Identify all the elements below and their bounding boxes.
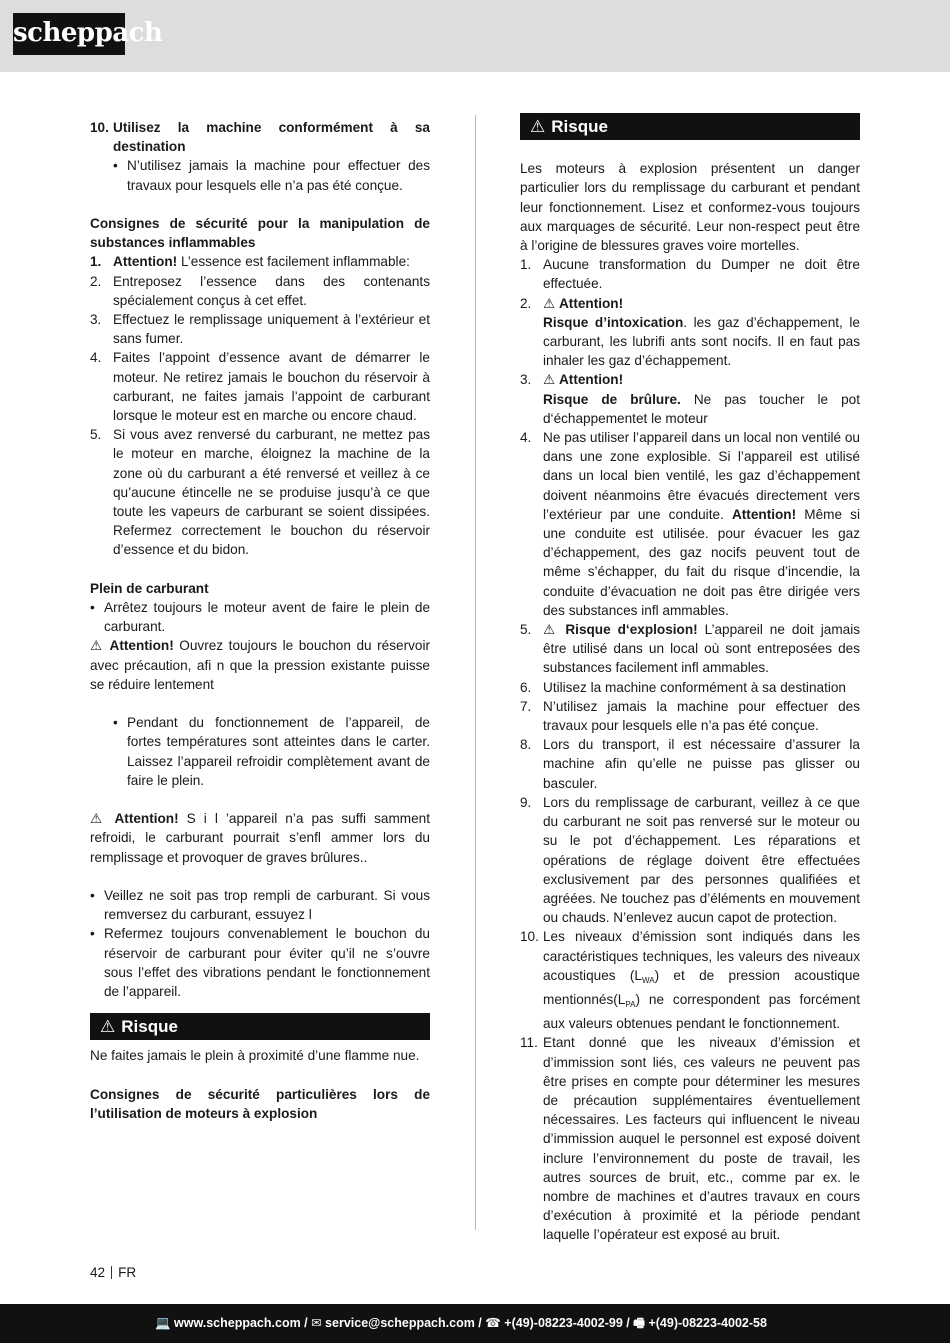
right-column [520,113,860,1245]
intro-paragraph: Les moteurs à explosion présentent un danger particulier lors du remplissage du carburant et pendant leur fonctionnement. Lisez et conformez-vous toujours aux marquages de sécurité. Leur non-respect peut être à l’origine de blessures graves voire mortelles. [520,161,860,253]
bullet-item: • Pendant du fonctionnement de l’appareil, de fortes températures sont atteintes dans le carter. Laissez l’appareil refroidir complètement avant de faire le plein. [113,715,430,788]
list-item: 5. Si vous avez renversé du carburant, ne mettez pas le moteur en marche, éloignez la machine de la zone où du carburant a été renversé et veillez à ce qu’aucune étincelle ne se produise jusqu’à ce que toute les vapeurs de carburant se soient dissipées. Refermez correctement le bouchon du réservoir d’essence et du bidon. [90,427,430,558]
warning-paragraph: ⚠ Attention! Ouvrez toujours le bouchon du réservoir avec précaution, afi n que la pression existante puisse se réduire lentement [90,638,431,692]
bullet-item: • N’utilisez jamais la machine pour effectuer des travaux pour lesquels elle n’a pas été conçue. [113,158,430,193]
warning-icon: ⚠ [543,622,559,638]
warning-icon: ⚠ [543,372,556,388]
list-item: 11. Etant donné que les niveaux d’émission et d’immission sont liés, ces valeurs ne peuvent pas être prises en compte pour déterminer les mesures de précaution supplémentaires éventuellement nécessaires. Les facteurs qui influencent le niveau d’immission auquel le personnel est exposé doivent inclure l’environnement du poste de travail, les autres sources de bruit, etc., comme par ex. le nombre de machines et d’autres travaux en cours d’exécution à proximité et la période pendant laquelle l’opérateur est exposé au bruit. [520,1035,860,1243]
warning-icon: ⚠ [530,117,546,136]
list-item: 7. N’utilisez jamais la machine pour effectuer des travaux pour lesquels elle n’a pas été conçue. [520,698,860,734]
footer-bar [0,1304,950,1343]
warning-icon: ⚠ [90,811,107,827]
section-heading: Plein de carburant [90,580,209,596]
left-column [90,118,430,1123]
bullet-item: • Veillez ne soit pas trop rempli de carburant. Si vous remversez du carburant, essuyez l [90,888,430,923]
footer-contact: 💻 www.scheppach.com / ✉ service@scheppach.com / ☎ +(49)-08223-4002-99 / 🖷 +(49)-08223-4002-58 [155,1316,767,1330]
list-item: 1. Aucune transformation du Dumper ne doit être effectuée. [520,257,860,292]
list-item: 3. Effectuez le remplissage uniquement à l’extérieur et sans fumer. [90,312,430,347]
brand-logo: scheppach [13,13,125,55]
risk-text: Ne faites jamais le plein à proximité d’une flamme nue. [90,1048,420,1064]
warning-icon: ⚠ [100,1017,116,1037]
warning-paragraph: ⚠ Attention! S i l ’appareil n’a pas suffi samment refroidi, le carburant pourrait s’enfl ammer lors du remplissage et provoquer de graves brûlures.. [90,811,430,865]
warning-icon: ⚠ [90,638,104,654]
list-item: 6. Utilisez la machine conformément à sa destination [520,679,846,695]
list-item: 8. Lors du transport, il est nécessaire d’assurer la machine afin qu’elle ne puisse pas glisser ou basculer. [520,737,860,791]
warning-icon: ⚠ [543,295,556,311]
section-heading: Consignes de sécurité pour la manipulation de substances inflammables [90,216,430,251]
list-item: 1. Attention! L’essence est facilement inflammable: [90,254,410,270]
risk-banner: ⚠ Risque [90,1013,430,1040]
bullet-item: • Arrêtez toujours le moteur avent de faire le plein de carburant. [90,600,430,635]
list-item: 4. Faites l’appoint d’essence avant de démarrer le moteur. Ne retirez jamais le bouchon du réservoir à carburant, ne faites jamais l’appoint de carburant lorsque le moteur est en marche ou encore chaud. [90,350,430,424]
list-item: 10. Utilisez la machine conformément à sa destination [90,118,430,156]
risk-banner: ⚠ Risque [520,113,860,140]
list-item: 2. ⚠ Attention! Risque d’intoxication. les gaz d’échappement, le carburant, les lubrifi ants sont nocifs. Il en faut pas inhaler les gaz d’échappement. [520,295,860,369]
list-item: 2. Entreposez l’essence dans des contenants spécialement conçus à cet effet. [90,273,430,308]
column-divider [475,115,476,1230]
page-number: 42 FR [90,1265,137,1280]
list-item: 10. Les niveaux d’émission sont indiqués dans les caractéristiques techniques, les valeurs des niveaux acoustiques $(L_{WA})$ et de pression acoustique $mentionnés(L_{PA})$ ne correspondent pas forcément aux valeurs obtenues pendant le fonctionnement. [520,929,860,1032]
item-heading: Utilisez la machine conformément à sa destination [113,120,430,155]
bullet-item: • Refermez toujours convenablement le bouchon du réservoir de carburant pour éviter qu’il ne s’ouvre sous l’effet des vibrations pendant le fonctionnement de l’appareil. [90,926,430,1000]
list-item: 9. Lors du remplissage de carburant, veillez à ce que du carburant ne soit pas renversé sur le moteur ou su le pot d’échappement. Les réparations et opérations de réglage doivent être effectuées exclusivement par des personnes qualifiées et agréées. Ne touchez pas d’éléments en mouvement ou chauds. N’enlevez aucun capot de protection. [520,794,860,926]
list-item: 5. ⚠ Risque d‘explosion! L’appareil ne doit jamais être utilisé dans un local où sont entreposées des substances facilement infl ammables. [520,622,861,676]
section-heading: Consignes de sécurité particulières lors de l’utilisation de moteurs à explosion [90,1086,430,1121]
list-item: 4. Ne pas utiliser l’appareil dans un local non ventilé ou dans une zone explosible. Si l’appareil est utilisé dans un local bien ventilé, les gaz d’échappement doivent néanmoins être évacués directement vers l’extérieur par une conduite. Attention! Même si une conduite est utilisée. pour évacuer les gaz d’échappement, des gaz nocifs peuvent tout de même s’échapper, du fait du risque d’incendie, la conduite d’évacuation ne doit pas être dirigée vers des substances infl ammables. [520,430,860,618]
list-item: 3. ⚠ Attention! Risque de brûlure. Ne pas toucher le pot d‘échappementet le moteur [520,372,861,426]
